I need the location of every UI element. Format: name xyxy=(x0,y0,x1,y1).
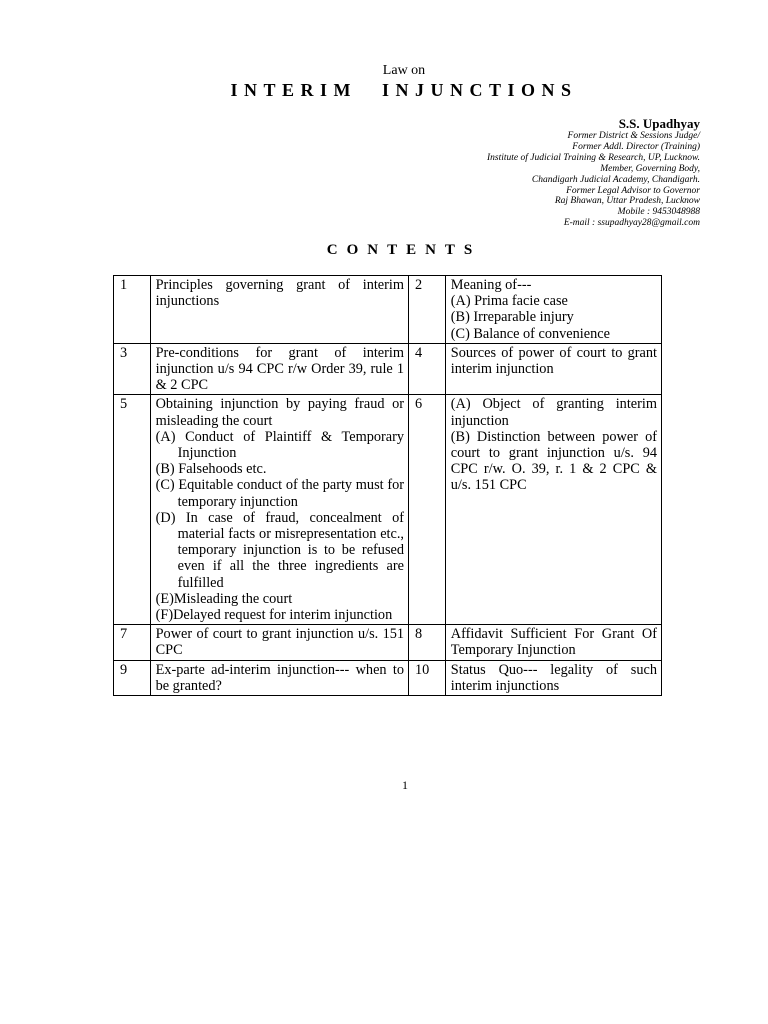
toc-subitem: (A) Prima facie case xyxy=(450,293,568,310)
credential-line: Institute of Judicial Training & Research, UP, Lucknow. xyxy=(486,152,700,163)
toc-subitem: (C) Equitable conduct of the party must for temporary injunction xyxy=(155,477,405,510)
item-number: 5 xyxy=(114,395,151,625)
toc-entry-heading: Obtaining injunction by paying fraud or misleading the court xyxy=(155,396,405,429)
contents-table xyxy=(113,275,662,696)
author-credentials xyxy=(487,131,700,229)
item-number: 6 xyxy=(409,395,446,625)
item-number: 2 xyxy=(409,276,446,344)
contents-heading: CONTENTS xyxy=(326,242,482,258)
toc-subitem: (E)Misleading the court xyxy=(155,590,293,607)
toc-entry: Affidavit Sufficient For Grant Of Temporary Injunction xyxy=(445,625,661,660)
toc-entry: Power of court to grant injunction u/s. 151 CPC xyxy=(150,625,408,660)
toc-entry xyxy=(445,276,661,344)
credential-line: Former District & Sessions Judge/ xyxy=(567,131,700,141)
item-number: 4 xyxy=(409,343,446,395)
item-number: 8 xyxy=(409,625,446,660)
toc-subitem: (C) Balance of convenience xyxy=(450,325,610,342)
toc-subitem: (D) In case of fraud, concealment of material facts or misrepresentation etc., temporary injunction is to be refused even if all the three ingredients are fulfilled xyxy=(155,509,405,591)
item-number: 1 xyxy=(114,276,151,344)
law-on-label: Law on xyxy=(382,63,426,78)
toc-subitem: (A) Object of granting interim injunction xyxy=(450,396,657,429)
toc-entry-heading: Meaning of--- xyxy=(450,277,532,293)
credential-line: Mobile : 9453048988 xyxy=(617,207,700,218)
toc-subitem: (F)Delayed request for interim injunction xyxy=(155,607,393,624)
credential-line: Raj Bhawan, Uttar Pradesh, Lucknow xyxy=(554,196,700,207)
toc-entry: Pre-conditions for grant of interim injunction u/s 94 CPC r/w Order 39, rule 1 & 2 CPC xyxy=(150,343,408,395)
table-row xyxy=(114,276,662,344)
table-row xyxy=(114,343,662,395)
toc-entry: Status Quo--- legality of such interim injunctions xyxy=(445,660,661,695)
email-line: E-mail : ssupadhyay28@gmail.com xyxy=(563,218,700,229)
toc-subitem: (B) Falsehoods etc. xyxy=(155,461,267,478)
table-row xyxy=(114,625,662,660)
toc-entry xyxy=(445,395,661,625)
credential-line: Former Addl. Director (Training) xyxy=(572,141,700,152)
page-number: 1 xyxy=(402,778,408,792)
toc-entry xyxy=(150,395,408,625)
toc-entry: Principles governing grant of interim injunctions xyxy=(150,276,408,344)
toc-entry: Ex-parte ad-interim injunction--- when to be granted? xyxy=(150,660,408,695)
credential-line: Former Legal Advisor to Governor xyxy=(566,185,700,196)
toc-subitem: (A) Conduct of Plaintiff & Temporary Injunction xyxy=(155,428,405,462)
item-number: 10 xyxy=(409,660,446,695)
toc-subitem: (B) Irreparable injury xyxy=(450,309,574,326)
credential-line: Member, Governing Body, xyxy=(600,163,700,174)
toc-entry: Sources of power of court to grant interim injunction xyxy=(445,343,661,395)
item-number: 7 xyxy=(114,625,151,660)
document-title: INTERIM INJUNCTIONS xyxy=(230,80,578,100)
credential-line: Chandigarh Judicial Academy, Chandigarh. xyxy=(531,174,700,185)
table-row xyxy=(114,660,662,695)
item-number: 3 xyxy=(114,343,151,395)
item-number: 9 xyxy=(114,660,151,695)
table-row xyxy=(114,395,662,625)
toc-subitem: (B) Distinction between power of court to grant injunction u/s. 94 CPC r/w. O. 39, r. 1 & 2 CPC & u/s. 151 CPC xyxy=(450,428,657,494)
author-name: S.S. Upadhyay xyxy=(618,116,700,131)
